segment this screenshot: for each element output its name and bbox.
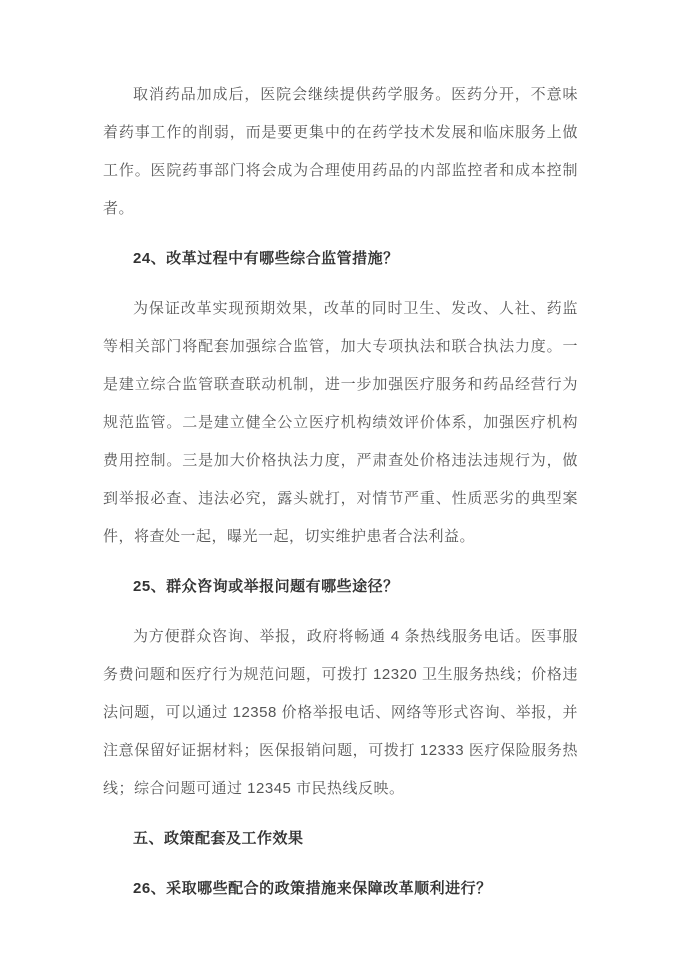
- section-heading-q25: 25、群众咨询或举报问题有哪些途径？: [133, 578, 399, 595]
- section-heading-q24: 24、改革过程中有哪些综合监管措施？: [133, 250, 399, 267]
- paragraph-drug-markup-removal: 取消药品加成后，医院会继续提供药学服务。医药分开，不意味着药事工作的削弱，而是要更集中的在药学技术发展和临床服务上做工作。医院药事部门将会成为合理使用药品的内部监控者和成本控制者。: [103, 86, 578, 217]
- document-content: [103, 76, 578, 920]
- paragraph-q24-answer: 为保证改革实现预期效果，改革的同时卫生、发改、人社、药监等相关部门将配套加强综合监管，加大专项执法和联合执法力度。一是建立综合监管联查联动机制，进一步加强医疗服务和药品经营行为规范监管。二是建立健全公立医疗机构绩效评价体系，加强医疗机构费用控制。三是加大价格执法力度，严肃查处价格违法违规行为，做到举报必查、违法必究，露头就打，对情节严重、性质恶劣的典型案件，将查处一起，曝光一起，切实维护患者合法利益。: [103, 300, 578, 545]
- section-heading-q26: 26、采取哪些配合的政策措施来保障改革顺利进行？: [133, 880, 492, 897]
- paragraph-q25-answer: 为方便群众咨询、举报，政府将畅通 4 条热线服务电话。医事服务费问题和医疗行为规范问题，可拨打 12320 卫生服务热线；价格违法问题，可以通过 12358 价格举报电话、网络等形式咨询、举报，并注意保留好证据材料；医保报销问题，可拨打 12333 医疗保险服务热线；综合问题可通过 12345 市民热线反映。: [103, 628, 578, 797]
- section-heading-part5: 五、政策配套及工作效果: [133, 830, 304, 847]
